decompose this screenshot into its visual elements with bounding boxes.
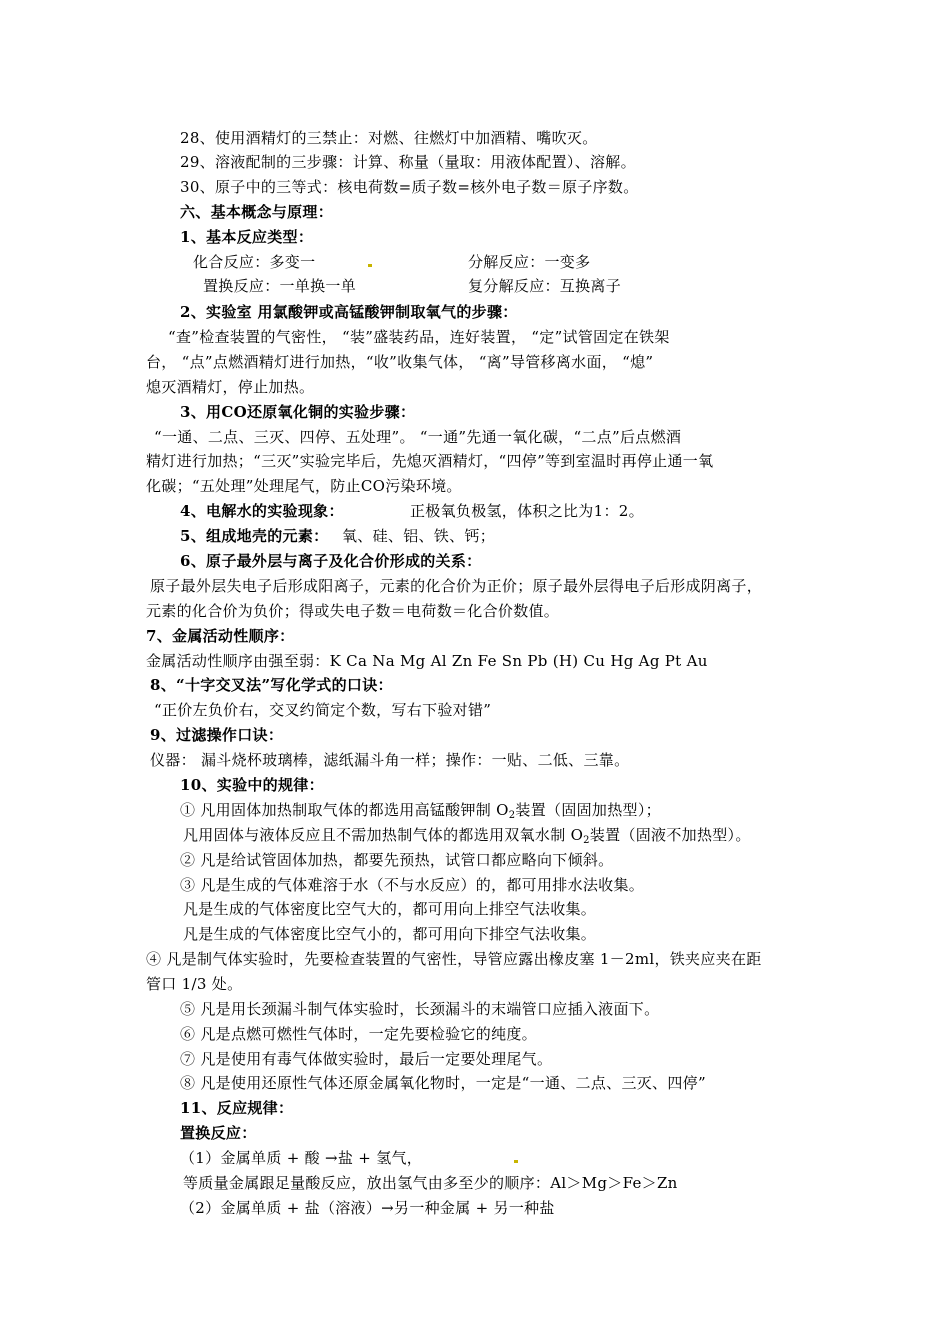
para-3-line-1: “一通、二点、三灭、四停、五处理”。 “一通”先通一氧化碳，“二点”后点燃酒 bbox=[154, 428, 682, 446]
reaction-rule-2: （2）金属单质 + 盐（溶液）→另一种金属 + 另一种盐 bbox=[180, 1199, 555, 1217]
rule-2: ② 凡是给试管固体加热，都要先预热，试管口都应略向下倾斜。 bbox=[180, 851, 614, 869]
rule-8: ⑧ 凡是使用还原性气体还原金属氧化物时，一定是“一通、二点、三灭、四停” bbox=[180, 1074, 706, 1092]
heading-2: 2、实验室 用氯酸钾或高锰酸钾制取氧气的步骤： bbox=[180, 303, 518, 321]
section-heading-6: 六、基本概念与原理： bbox=[180, 203, 334, 221]
rule-4-line-1: ④ 凡是制气体实验时，先要检查装置的气密性，导管应露出橡皮塞 1－2ml，铁夹应夹在距 bbox=[146, 950, 762, 968]
rule-1-line-1: ① 凡用固体加热制取气体的都选用高锰酸钾制 $O_2$装置（固固加热型）； bbox=[180, 801, 661, 821]
reaction-rule-1-note: 等质量金属跟足量酸反应，放出氢气由多至少的顺序：Al＞Mg＞Fe＞Zn bbox=[183, 1174, 678, 1192]
rule-3-line-2: 凡是生成的气体密度比空气大的，都可用向上排空气法收集。 bbox=[183, 900, 597, 918]
para-8: “正价左负价右，交叉约简定个数，写右下验对错” bbox=[154, 701, 492, 719]
para-4: 正极氧负极氢，体积之比为1：2。 bbox=[410, 502, 644, 520]
item-29: 29、溶液配制的三步骤：计算、称量（量取：用液体配置）、溶解。 bbox=[180, 153, 636, 171]
reaction-replacement: 置换反应：一单换一单 bbox=[203, 277, 357, 295]
rule-1-line-2: 凡用固体与液体反应且不需加热制气体的都选用双氧水制 $O_2$装置（固液不加热型）。 bbox=[183, 826, 751, 846]
para-2-line-3: 熄灭酒精灯，停止加热。 bbox=[146, 378, 315, 396]
para-3-line-2: 精灯进行加热；“三灭”实验完毕后，先熄灭酒精灯，“四停”等到室温时再停止通一氧 bbox=[146, 452, 714, 470]
rule-7: ⑦ 凡是使用有毒气体做实验时，最后一定要处理尾气。 bbox=[180, 1050, 553, 1068]
subheading-replacement: 置换反应： bbox=[180, 1124, 257, 1142]
highlight-mark bbox=[368, 264, 372, 267]
para-7: 金属活动性顺序由强至弱：K Ca Na Mg Al Zn Fe Sn Pb (H) Cu Hg Ag Pt Au bbox=[146, 652, 708, 670]
item-28: 28、使用酒精灯的三禁止：对燃、往燃灯中加酒精、嘴吹灭。 bbox=[180, 129, 598, 147]
heading-9: 9、过滤操作口诀： bbox=[150, 726, 284, 744]
para-6-line-2: 元素的化合价为负价；得或失电子数＝电荷数＝化合价数值。 bbox=[146, 602, 560, 620]
heading-5: 5、组成地壳的元素： bbox=[180, 527, 329, 545]
reaction-combination: 化合反应：多变一 bbox=[193, 253, 316, 271]
heading-4: 4、电解水的实验现象： bbox=[180, 502, 344, 520]
para-3-line-3: 化碳；“五处理”处理尾气，防止CO污染环境。 bbox=[146, 477, 462, 495]
para-6-line-1: 原子最外层失电子后形成阳离子，元素的化合价为正价；原子最外层得电子后形成阴离子， bbox=[150, 577, 763, 595]
para-2-line-2: 台， “点”点燃酒精灯进行加热，“收”收集气体， “离”导管移离水面， “熄” bbox=[146, 353, 654, 371]
rule-3-line-1: ③ 凡是生成的气体难溶于水（不与水反应）的，都可用排水法收集。 bbox=[180, 876, 645, 894]
rule-5: ⑤ 凡是用长颈漏斗制气体实验时，长颈漏斗的末端管口应插入液面下。 bbox=[180, 1000, 660, 1018]
reaction-double-decomposition: 复分解反应：互换离子 bbox=[468, 277, 622, 295]
rule-3-line-3: 凡是生成的气体密度比空气小的，都可用向下排空气法收集。 bbox=[183, 925, 597, 943]
rule-4-line-2: 管口 1/3 处。 bbox=[146, 975, 243, 993]
highlight-mark bbox=[514, 1160, 518, 1163]
para-5: 氧、硅、铝、铁、钙； bbox=[342, 527, 496, 545]
heading-7: 7、金属活动性顺序： bbox=[146, 627, 295, 645]
rule-6: ⑥ 凡是点燃可燃性气体时，一定先要检验它的纯度。 bbox=[180, 1025, 537, 1043]
para-2-line-1: “查”检查装置的气密性， “装”盛装药品，连好装置， “定”试管固定在铁架 bbox=[168, 328, 670, 346]
para-9: 仪器： 漏斗烧杯玻璃棒，滤纸漏斗角一样；操作：一贴、二低、三靠。 bbox=[150, 751, 630, 769]
reaction-decomposition: 分解反应：一变多 bbox=[468, 253, 591, 271]
heading-3: 3、用CO还原氧化铜的实验步骤： bbox=[180, 403, 416, 421]
heading-11: 11、反应规律： bbox=[180, 1099, 294, 1117]
reaction-rule-1: （1）金属单质 + 酸 →盐 + 氢气， bbox=[180, 1149, 423, 1167]
heading-8: 8、“十字交叉法”写化学式的口诀： bbox=[150, 676, 393, 694]
heading-6: 6、原子最外层与离子及化合价形成的关系： bbox=[180, 552, 482, 570]
item-30: 30、原子中的三等式：核电荷数=质子数=核外电子数＝原子序数。 bbox=[180, 178, 639, 196]
heading-10: 10、实验中的规律： bbox=[180, 776, 324, 794]
heading-1: 1、基本反应类型： bbox=[180, 228, 314, 246]
